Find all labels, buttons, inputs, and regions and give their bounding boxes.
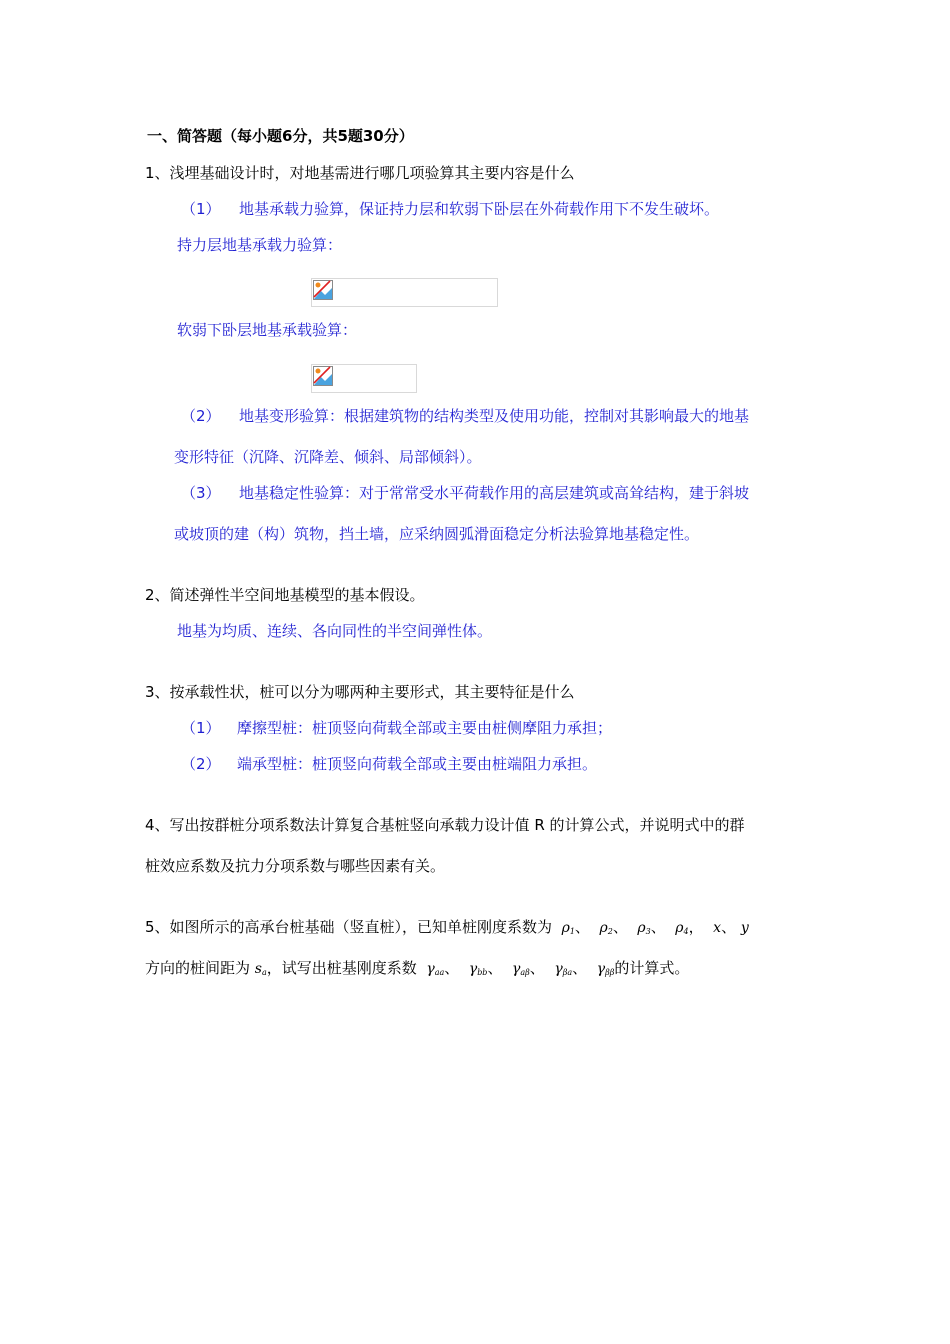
q3-answer-2 <box>181 754 597 774</box>
section-heading: 一、简答题（每小题6分，共5题30分） <box>147 127 414 145</box>
separator: 、 <box>650 918 666 936</box>
separator: 、 <box>612 918 628 936</box>
rho-1: $\rho_1$ <box>561 920 575 936</box>
gamma-aa: $\gamma_{aa}$ <box>426 961 445 977</box>
separator: 、 <box>529 959 545 977</box>
q1-answer-3-number: （3） <box>181 484 221 502</box>
bearing-formula-image <box>311 278 498 307</box>
separator: 、 <box>572 959 588 977</box>
broken-image-icon <box>313 366 333 386</box>
question-2: 2、简述弹性半空间地基模型的基本假设。 <box>145 586 425 604</box>
separator: 、 <box>574 918 590 936</box>
separator: ， <box>688 918 704 936</box>
question-1: 1、浅埋基础设计时，对地基需进行哪几项验算其主要内容是什么 <box>145 164 575 182</box>
spacing-symbol: $s_a$ <box>254 961 267 977</box>
q1-answer-2 <box>181 406 749 426</box>
gamma-bb: $\gamma_{bb}$ <box>468 961 488 977</box>
separator: 、 <box>487 959 503 977</box>
weak-layer-formula-image <box>311 364 417 393</box>
y-symbol: y <box>740 920 749 936</box>
gamma-a-beta: $\gamma_{a\beta}$ <box>512 961 530 977</box>
q3-answer-1 <box>181 718 612 738</box>
q1-answer-3 <box>181 483 749 503</box>
q3-answer-1-number: （1） <box>181 719 221 737</box>
question-5-line-1 <box>145 917 749 942</box>
q5-end-text: 的计算式。 <box>614 959 690 977</box>
gamma-beta-beta: $\gamma_{\beta\beta}$ <box>596 961 615 977</box>
weak-layer-check-label: 软弱下卧层地基承载验算： <box>177 321 358 339</box>
q3-answer-1-text: 摩擦型桩：桩顶竖向荷载全部或主要由桩侧摩阻力承担； <box>237 719 613 737</box>
q1-answer-2-text: 地基变形验算：根据建筑物的结构类型及使用功能，控制对其影响最大的地基 <box>239 407 750 425</box>
q3-answer-2-number: （2） <box>181 755 221 773</box>
separator: 、 <box>721 918 737 936</box>
rho-2: $\rho_2$ <box>599 920 613 936</box>
q5-stiffness-text: ，试写出桩基刚度系数 <box>266 959 417 977</box>
question-3: 3、按承载性状，桩可以分为哪两种主要形式，其主要特征是什么 <box>145 683 575 701</box>
bearing-check-label: 持力层地基承载力验算： <box>177 236 343 254</box>
q1-answer-2-continued: 变形特征（沉降、沉降差、倾斜、局部倾斜）。 <box>174 448 482 466</box>
separator: 、 <box>444 959 460 977</box>
q2-answer: 地基为均质、连续、各向同性的半空间弹性体。 <box>177 622 493 640</box>
x-symbol: x <box>713 920 722 936</box>
q1-answer-1 <box>181 199 719 219</box>
q1-answer-1-text: 地基承载力验算，保证持力层和软弱下卧层在外荷载作用下不发生破坏。 <box>239 200 720 218</box>
broken-image-icon <box>313 280 333 300</box>
question-4-line-1: 4、写出按群桩分项系数法计算复合基桩竖向承载力设计值 R 的计算公式，并说明式中的群 <box>145 816 745 834</box>
q1-answer-2-number: （2） <box>181 407 221 425</box>
q1-answer-3-text: 地基稳定性验算：对于常常受水平荷载作用的高层建筑或高耸结构，建于斜坡 <box>239 484 750 502</box>
q1-answer-1-number: （1） <box>181 200 221 218</box>
q5-spacing-text: 方向的桩间距为 <box>145 959 251 977</box>
rho-3: $\rho_3$ <box>637 920 651 936</box>
question-5-line-2 <box>145 958 689 983</box>
question-4-line-2: 桩效应系数及抗力分项系数与哪些因素有关。 <box>145 857 446 875</box>
q3-answer-2-text: 端承型桩：桩顶竖向荷载全部或主要由桩端阻力承担。 <box>237 755 598 773</box>
rho-4: $\rho_4$ <box>675 920 689 936</box>
gamma-beta-a: $\gamma_{\beta a}$ <box>554 961 573 977</box>
q5-intro-text: 5、如图所示的高承台桩基础（竖直桩），已知单桩刚度系数为 <box>145 918 553 936</box>
q1-answer-3-continued: 或坡顶的建（构）筑物，挡土墙，应采纳圆弧滑面稳定分析法验算地基稳定性。 <box>174 525 700 543</box>
